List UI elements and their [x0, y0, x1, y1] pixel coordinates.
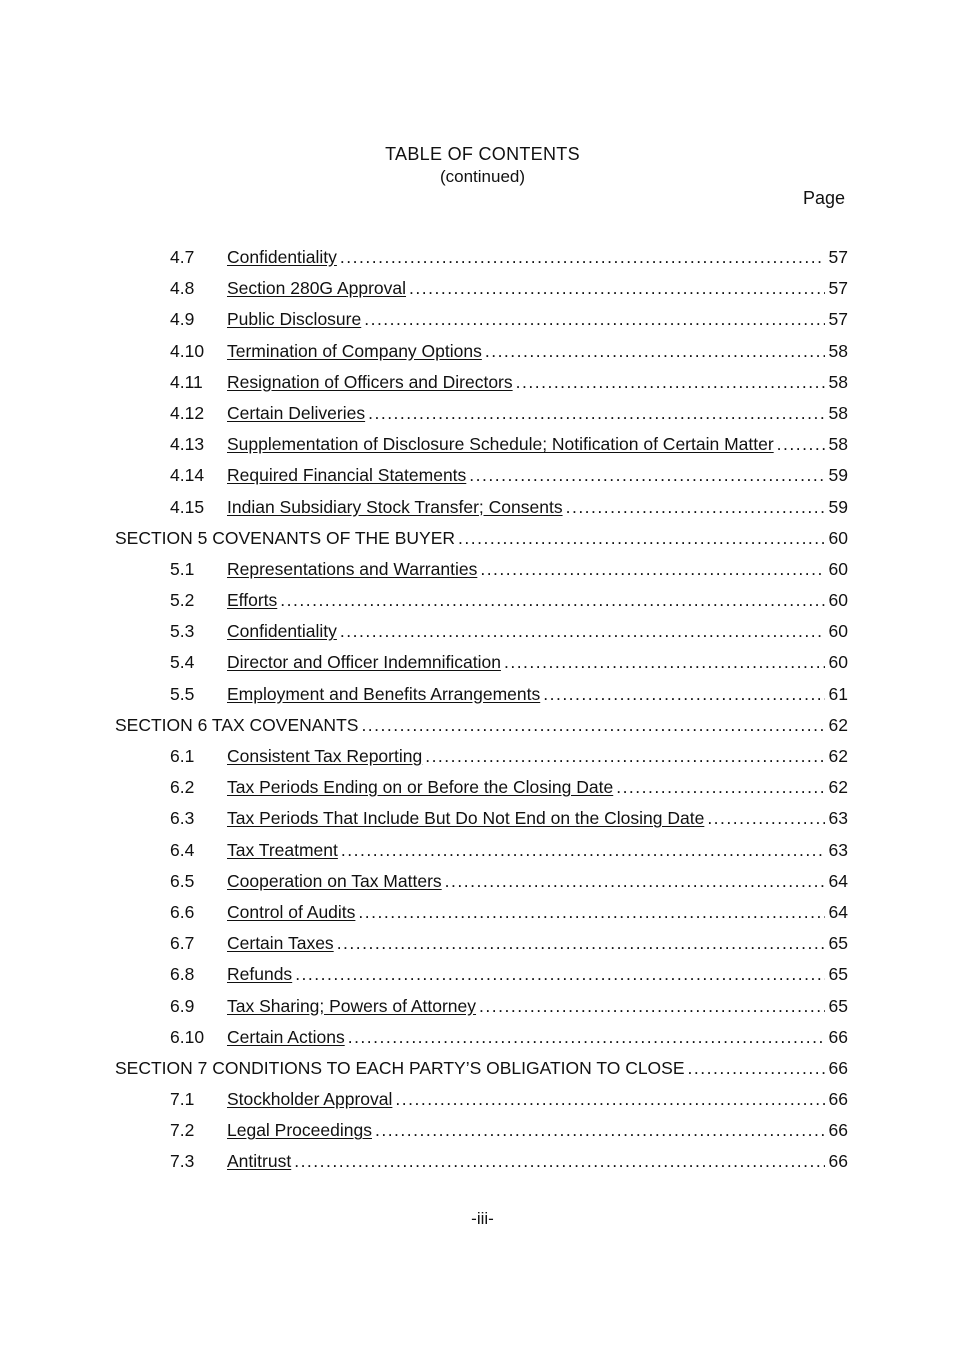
dot-leader	[340, 242, 825, 273]
dot-leader	[295, 959, 825, 990]
toc-entry-number: 6.3	[170, 808, 195, 829]
toc-section-title: SECTION 6 TAX COVENANTS	[115, 714, 359, 735]
dot-leader	[294, 1146, 825, 1177]
toc-page-number: 60	[828, 621, 848, 642]
toc-page-number: 65	[828, 964, 848, 985]
dot-leader	[445, 866, 825, 897]
toc-entry-number: 5.4	[170, 652, 195, 673]
page-title: TABLE OF CONTENTS	[385, 144, 580, 164]
dot-leader	[485, 336, 825, 367]
dot-leader	[280, 585, 825, 616]
toc-entry-row[interactable]	[115, 336, 848, 367]
toc-entry-row[interactable]	[115, 304, 848, 335]
toc-entry-number: 6.10	[170, 1026, 205, 1047]
dot-leader	[688, 1053, 825, 1084]
dot-leader	[425, 741, 825, 772]
toc-section-row[interactable]	[115, 1053, 848, 1084]
toc-entry-row[interactable]	[115, 492, 848, 523]
toc-entry-number: 4.10	[170, 340, 205, 361]
toc-entry-row[interactable]	[115, 242, 848, 273]
dot-leader	[368, 398, 825, 429]
dot-leader	[341, 835, 825, 866]
toc-page-number: 62	[828, 746, 848, 766]
toc-entry-row[interactable]	[115, 803, 848, 834]
dot-leader	[616, 772, 825, 803]
toc-entry-link[interactable]: Certain Deliveries	[227, 402, 366, 423]
toc-page-number: 57	[828, 309, 848, 330]
toc-entry-link[interactable]: Employment and Benefits Arrangements	[227, 683, 541, 704]
toc-entry-number: 4.14	[170, 465, 205, 486]
toc-entry-number: 7.2	[170, 1120, 195, 1141]
toc-entry-row[interactable]	[115, 554, 848, 585]
dot-leader	[409, 273, 825, 304]
toc-entry-number: 6.9	[170, 995, 195, 1016]
toc-entry-row[interactable]	[115, 1084, 848, 1115]
toc-page-number: 58	[828, 371, 848, 392]
toc-entry-number: 6.1	[170, 746, 195, 766]
toc-entry-number: 4.9	[170, 309, 195, 330]
toc-entry-link[interactable]: Resignation of Officers and Directors	[227, 371, 513, 392]
toc-section-row[interactable]	[115, 523, 848, 554]
toc-entry-link[interactable]: Supplementation of Disclosure Schedule; Notification of Certain Matter	[227, 434, 774, 455]
toc-entry-link[interactable]: Cooperation on Tax Matters	[227, 870, 442, 891]
table-of-contents	[115, 242, 848, 1178]
dot-leader	[348, 1022, 825, 1053]
toc-entry-row[interactable]	[115, 585, 848, 616]
toc-entry-number: 6.5	[170, 870, 195, 891]
toc-entry-row[interactable]	[115, 429, 848, 460]
toc-page-number: 62	[828, 714, 848, 735]
toc-page-number: 60	[828, 558, 848, 579]
toc-page-number: 64	[828, 870, 848, 891]
dot-leader	[707, 803, 825, 834]
dot-leader	[358, 897, 825, 928]
toc-entry-link[interactable]: Representations and Warranties	[227, 558, 478, 579]
toc-entry-row[interactable]	[115, 679, 848, 710]
toc-entry-number: 6.7	[170, 933, 195, 954]
dot-leader	[458, 523, 825, 554]
toc-entry-link[interactable]: Required Financial Statements	[227, 465, 467, 486]
toc-page-number: 59	[828, 496, 848, 517]
toc-entry-number: 5.1	[170, 558, 195, 579]
dot-leader	[395, 1084, 825, 1115]
dot-leader	[480, 554, 825, 585]
toc-page-number: 63	[828, 808, 848, 829]
toc-entry-number: 6.8	[170, 964, 195, 985]
toc-entry-link[interactable]: Efforts	[227, 590, 278, 611]
toc-entry-link[interactable]: Refunds	[227, 964, 293, 985]
toc-entry-row[interactable]	[115, 991, 848, 1022]
toc-page-number: 59	[828, 465, 848, 486]
toc-entry-row[interactable]	[115, 367, 848, 398]
page-number: -iii-	[471, 1209, 494, 1228]
toc-entry-row[interactable]	[115, 460, 848, 491]
dot-leader	[364, 304, 825, 335]
toc-entry-row[interactable]	[115, 866, 848, 897]
toc-entry-number: 7.3	[170, 1151, 195, 1172]
toc-section-row[interactable]	[115, 710, 848, 741]
toc-entry-link[interactable]: Antitrust	[227, 1151, 292, 1172]
toc-page-number: 65	[828, 995, 848, 1016]
toc-page-number: 60	[828, 590, 848, 611]
toc-page-number: 66	[828, 1026, 848, 1047]
toc-entry-link[interactable]: Termination of Company Options	[227, 340, 482, 361]
toc-entry-number: 4.13	[170, 434, 205, 455]
dot-leader	[340, 616, 825, 647]
toc-entry-link[interactable]: Tax Periods Ending on or Before the Closing Date	[227, 777, 614, 798]
toc-entry-row[interactable]	[115, 1115, 848, 1146]
toc-entry-link[interactable]: Director and Officer Indemnification	[227, 652, 501, 673]
toc-page-number: 58	[828, 402, 848, 423]
toc-entry-link[interactable]: Tax Periods That Include But Do Not End on the Closing Date	[227, 808, 705, 829]
toc-page-number: 57	[828, 278, 848, 299]
toc-entry-number: 4.8	[170, 278, 195, 299]
toc-page-number: 65	[828, 933, 848, 954]
toc-page-number: 58	[828, 340, 848, 361]
toc-entry-link[interactable]: Stockholder Approval	[227, 1089, 393, 1110]
dot-leader	[337, 928, 825, 959]
toc-page-number: 58	[828, 434, 848, 455]
dot-leader	[543, 679, 825, 710]
toc-entry-link[interactable]: Confidentiality	[227, 247, 337, 267]
toc-entry-link[interactable]: Public Disclosure	[227, 309, 362, 330]
toc-entry-row[interactable]	[115, 959, 848, 990]
toc-entry-number: 6.2	[170, 777, 195, 798]
dot-leader	[469, 460, 825, 491]
dot-leader	[566, 492, 825, 523]
toc-page-number: 66	[828, 1089, 848, 1110]
toc-entry-link[interactable]: Tax Sharing; Powers of Attorney	[227, 995, 477, 1016]
toc-entry-number: 4.12	[170, 402, 205, 423]
toc-section-title: SECTION 7 CONDITIONS TO EACH PARTY’S OBLIGATION TO CLOSE	[115, 1057, 685, 1078]
toc-entry-row[interactable]	[115, 928, 848, 959]
toc-page-number: 66	[828, 1120, 848, 1141]
toc-entry-number: 5.2	[170, 590, 195, 611]
toc-entry-number: 5.3	[170, 621, 195, 642]
toc-entry-number: 7.1	[170, 1089, 195, 1110]
toc-entry-link[interactable]: Consistent Tax Reporting	[227, 746, 423, 766]
toc-entry-link[interactable]: Control of Audits	[227, 901, 356, 922]
toc-section-title: SECTION 5 COVENANTS OF THE BUYER	[115, 527, 456, 548]
toc-entry-row[interactable]	[115, 772, 848, 803]
dot-leader	[361, 710, 825, 741]
toc-page-number: 63	[828, 839, 848, 860]
toc-entry-link[interactable]: Tax Treatment	[227, 839, 338, 860]
toc-entry-number: 6.4	[170, 839, 195, 860]
toc-entry-number: 6.6	[170, 901, 195, 922]
page-column-label: Page	[802, 188, 845, 208]
dot-leader	[504, 647, 825, 678]
page-subtitle: (continued)	[439, 167, 526, 186]
toc-entry-link[interactable]: Confidentiality	[227, 621, 337, 642]
toc-entry-row[interactable]	[115, 1022, 848, 1053]
toc-entry-number: 5.5	[170, 683, 195, 704]
toc-entry-number: 4.11	[170, 371, 203, 392]
toc-entry-row[interactable]	[115, 273, 848, 304]
toc-entry-row[interactable]	[115, 1146, 848, 1177]
toc-page-number: 57	[828, 247, 848, 267]
toc-entry-link[interactable]: Indian Subsidiary Stock Transfer; Consents	[227, 496, 563, 517]
toc-entry-row[interactable]	[115, 897, 848, 928]
toc-entry-link[interactable]: Section 280G Approval	[227, 278, 407, 299]
toc-entry-row[interactable]	[115, 398, 848, 429]
toc-page-number: 62	[828, 777, 848, 798]
toc-page-number: 64	[828, 901, 848, 922]
toc-page-number: 60	[828, 527, 848, 548]
toc-entry-number: 4.7	[170, 247, 195, 267]
toc-entry-row[interactable]	[115, 741, 848, 772]
toc-page-number: 66	[828, 1057, 848, 1078]
toc-page-number: 66	[828, 1151, 848, 1172]
dot-leader	[777, 429, 825, 460]
dot-leader	[479, 991, 825, 1022]
dot-leader	[516, 367, 825, 398]
toc-page-number: 61	[828, 683, 848, 704]
toc-entry-number: 4.15	[170, 496, 205, 517]
toc-entry-row[interactable]	[115, 835, 848, 866]
dot-leader	[375, 1115, 825, 1146]
toc-entry-link[interactable]: Certain Actions	[227, 1026, 345, 1047]
toc-entry-link[interactable]: Certain Taxes	[227, 933, 334, 954]
toc-entry-link[interactable]: Legal Proceedings	[227, 1120, 372, 1141]
toc-page-number: 60	[828, 652, 848, 673]
toc-entry-row[interactable]	[115, 616, 848, 647]
toc-entry-row[interactable]	[115, 647, 848, 678]
